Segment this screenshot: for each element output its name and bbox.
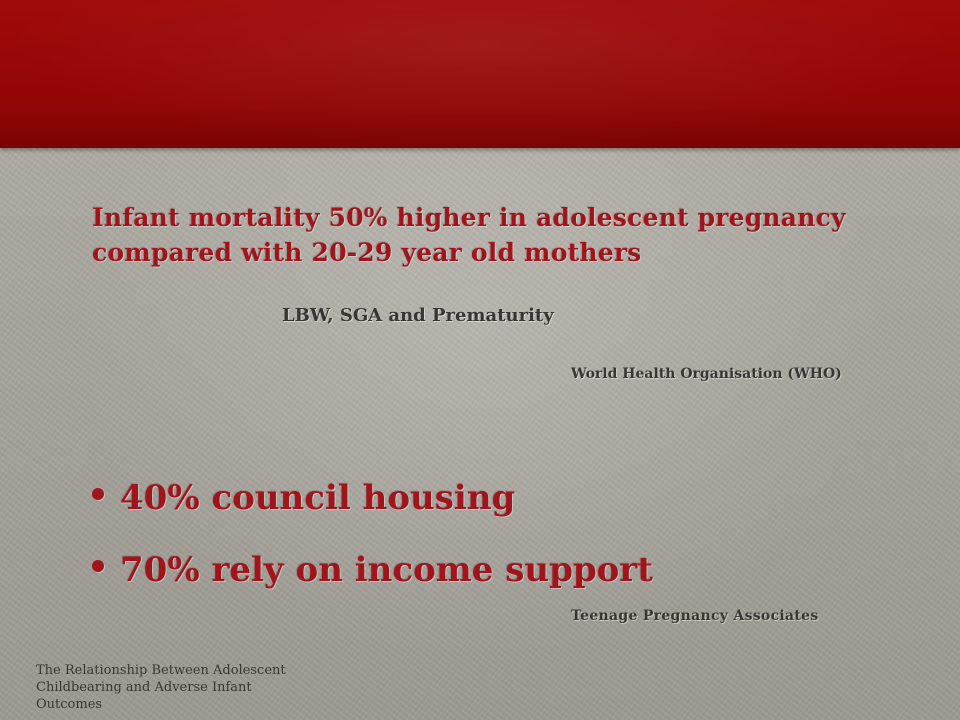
bullet-item-income-support bbox=[92, 550, 653, 622]
bullet-item-council-housing bbox=[92, 478, 653, 550]
slide-subhead: LBW, SGA and Prematurity bbox=[282, 305, 554, 326]
bullet-dot-icon bbox=[92, 560, 104, 572]
source-citation-tpa: Teenage Pregnancy Associates bbox=[571, 608, 819, 624]
bullet-text: 40% council housing bbox=[120, 478, 516, 518]
slide-headline: Infant mortality 50% higher in adolescent pregnancy compared with 20-29 year old mothers bbox=[92, 203, 846, 267]
bullet-text: 70% rely on income support bbox=[120, 550, 653, 590]
bullet-list bbox=[92, 478, 653, 622]
bullet-dot-icon bbox=[92, 488, 104, 500]
footer-note: The Relationship Between Adolescent Childbearing and Adverse Infant Outcomes bbox=[36, 663, 286, 712]
source-citation-who: World Health Organisation (WHO) bbox=[571, 366, 842, 382]
header-band bbox=[0, 0, 960, 148]
